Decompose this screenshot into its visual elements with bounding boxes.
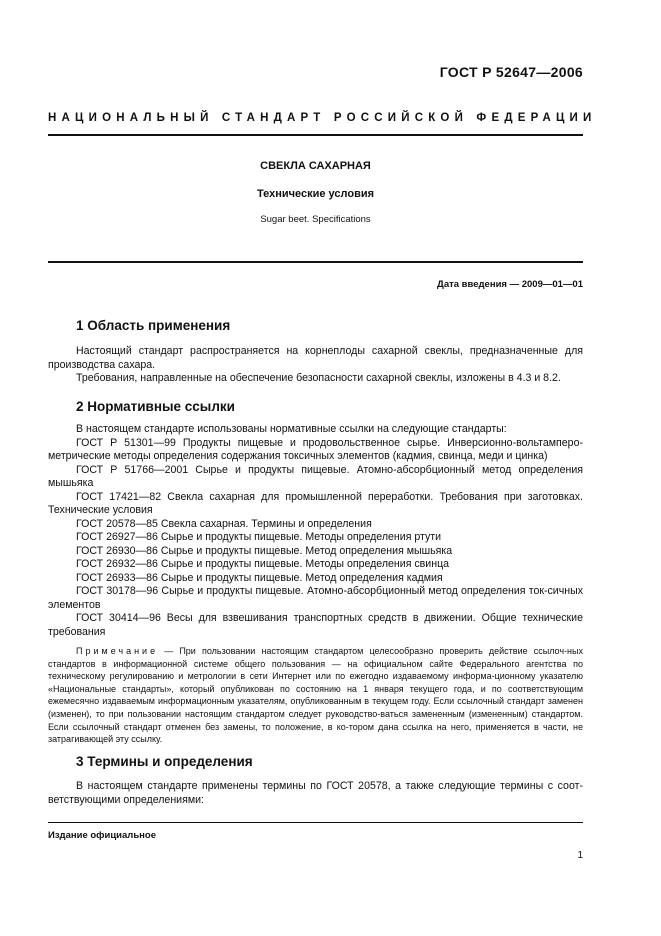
top-divider (48, 134, 583, 136)
reference-item: ГОСТ 20578—85 Свекла сахарная. Термины и определения (76, 517, 372, 530)
reference-item: ГОСТ 30178—96 Сырье и продукты пищевые. Атомно-абсорбционный метод определения ток-сичных элементов (48, 585, 583, 611)
reference-item: ГОСТ Р 51301—99 Продукты пищевые и продовольственное сырье. Инверсионно-вольтамперо-метрические методы определения содержания токсичных элементов (кадмия, свинца, меди и цинка) (48, 436, 583, 463)
reference-item: ГОСТ 17421—82 Свекла сахарная для промышленной переработки. Требования при заготовках. Технические условия (48, 490, 583, 517)
document-title: СВЕКЛА САХАРНАЯ (260, 160, 371, 172)
reference-item: ГОСТ Р 51766—2001 Сырье и продукты пищевые. Атомно-абсорбционный метод определения мышьяка (48, 463, 583, 490)
reference-item: ГОСТ 26930—86 Сырье и продукты пищевые. Метод определения мышьяка (76, 544, 453, 557)
section-2-intro: В настоящем стандарте использованы нормативные ссылки на следующие стандарты: (76, 423, 507, 435)
edition-label: Издание официальное (48, 830, 156, 841)
note-text: — При пользовании настоящим стандартом целесообразно проверить действие ссылоч-ных стандартов в информационной системе общего пользования — на официальном сайте Федерального агентства по техническому регулированию и метрологии в сети Интернет или по ежегодно издаваемому информа-ционному указателю «Национальные стандарты», который опубликован по состоянию на 1 января текущего года, и по соответствующим ежемесячно издаваемым информационным указателям, опубликованным в текущем году. Если ссылочный стандарт заменен (изменен), то при пользовании настоящим стандартом следует руководство-ваться замененным (измененным) стандартом. Если ссылочный стандарт отменен без замены, то положение, в ко-тором дана ссылка на него, применяется в части, не затрагивающей эту ссылку. (48, 646, 583, 745)
reference-item: ГОСТ 26932—86 Сырье и продукты пищевые. Методы определения свинца (76, 558, 450, 570)
section-1-paragraph-2: Требования, направленные на обеспечение безопасности сахарной свеклы, изложены в 4.3 и 8.2. (76, 372, 561, 384)
footer-divider (48, 822, 583, 823)
english-title: Sugar beet. Specifications (260, 214, 371, 225)
document-subtitle: Технические условия (256, 188, 375, 200)
section-3-heading: 3 Термины и определения (76, 754, 253, 769)
section-3-paragraph-1: В настоящем стандарте применены термины по ГОСТ 20578, а также следующие термины с соот-ветствующими определениями: (48, 780, 583, 806)
section-2-heading: 2 Нормативные ссылки (76, 399, 235, 414)
document-code: ГОСТ Р 52647—2006 (439, 64, 583, 80)
page-number: 1 (577, 850, 583, 861)
reference-item: ГОСТ 26933—86 Сырье и продукты пищевые. Метод определения кадмия (76, 571, 443, 584)
section-1-paragraph-1: Настоящий стандарт распространяется на корнеплоды сахарной свеклы, предназначенные для производства сахара. (48, 345, 583, 371)
reference-item: ГОСТ 26927—86 Сырье и продукты пищевые. Методы определения ртути (76, 531, 442, 543)
title-divider (48, 261, 583, 263)
reference-note (48, 645, 583, 746)
reference-item: ГОСТ 30414—96 Весы для взвешивания транспортных средств в движении. Общие технические требования (48, 612, 583, 638)
note-label: Примечание (76, 646, 159, 656)
introduction-date: Дата введения — 2009—01—01 (437, 279, 583, 290)
national-standard-banner: НАЦИОНАЛЬНЫЙ СТАНДАРТ РОССИЙСКОЙ ФЕДЕРАЦИИ (48, 112, 597, 124)
section-1-heading: 1 Область применения (76, 318, 231, 333)
